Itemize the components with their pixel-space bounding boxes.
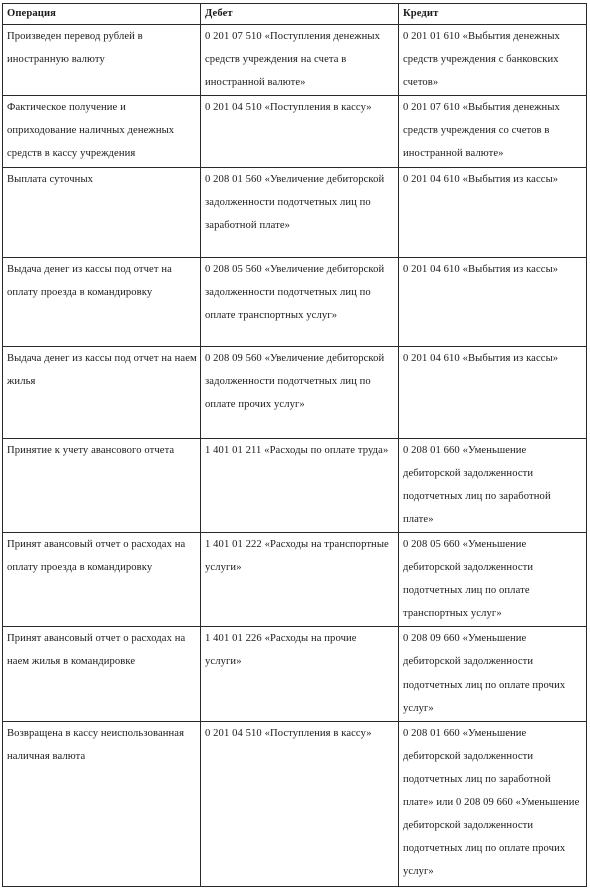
credit-cell: 0 201 01 610 «Выбытия денежных средств учреждения с банковских счетов» xyxy=(399,25,587,96)
debit-cell: 1 401 01 211 «Расходы по оплате труда» xyxy=(201,438,399,532)
operation-cell: Выдача денег из кассы под отчет на наем жилья xyxy=(3,346,201,438)
table-body xyxy=(3,25,587,887)
operation-cell: Принят авансовый отчет о расходах на оплату проезда в командировку xyxy=(3,532,201,626)
table-row xyxy=(3,25,587,96)
header-credit: Кредит xyxy=(399,4,587,25)
operation-cell: Фактическое получение и оприходование наличных денежных средств в кассу учреждения xyxy=(3,96,201,167)
credit-cell: 0 201 04 610 «Выбытия из кассы» xyxy=(399,167,587,257)
header-debit: Дебет xyxy=(201,4,399,25)
table-row xyxy=(3,721,587,886)
operation-cell: Принят авансовый отчет о расходах на наем жилья в командировке xyxy=(3,627,201,721)
header-row xyxy=(3,4,587,25)
header-operation: Операция xyxy=(3,4,201,25)
table-header xyxy=(3,4,587,25)
credit-cell: 0 201 07 610 «Выбытия денежных средств учреждения со счетов в иностранной валюте» xyxy=(399,96,587,167)
debit-cell: 0 208 01 560 «Увеличение дебиторской задолженности подотчетных лиц по заработной плате» xyxy=(201,167,399,257)
credit-cell: 0 208 09 660 «Уменьшение дебиторской задолженности подотчетных лиц по оплате прочих услуг» xyxy=(399,627,587,721)
credit-cell: 0 201 04 610 «Выбытия из кассы» xyxy=(399,257,587,346)
debit-cell: 1 401 01 226 «Расходы на прочие услуги» xyxy=(201,627,399,721)
debit-cell: 0 201 04 510 «Поступления в кассу» xyxy=(201,721,399,886)
table-row xyxy=(3,96,587,167)
table-row xyxy=(3,167,587,257)
operation-cell: Выплата суточных xyxy=(3,167,201,257)
table-row xyxy=(3,627,587,721)
debit-cell: 0 201 07 510 «Поступления денежных средств учреждения на счета в иностранной валюте» xyxy=(201,25,399,96)
operation-cell: Принятие к учету авансового отчета xyxy=(3,438,201,532)
table-row xyxy=(3,257,587,346)
credit-cell: 0 208 05 660 «Уменьшение дебиторской задолженности подотчетных лиц по оплате транспортных услуг» xyxy=(399,532,587,626)
operation-cell: Возвращена в кассу неиспользованная наличная валюта xyxy=(3,721,201,886)
debit-cell: 0 201 04 510 «Поступления в кассу» xyxy=(201,96,399,167)
table-row xyxy=(3,346,587,438)
table-row xyxy=(3,532,587,626)
debit-cell: 1 401 01 222 «Расходы на транспортные услуги» xyxy=(201,532,399,626)
table-row xyxy=(3,438,587,532)
operation-cell: Выдача денег из кассы под отчет на оплату проезда в командировку xyxy=(3,257,201,346)
credit-cell: 0 208 01 660 «Уменьшение дебиторской задолженности подотчетных лиц по заработной плате» или 0 208 09 660 «Уменьшение дебиторской задолженности подотчетных лиц по оплате прочих услуг» xyxy=(399,721,587,886)
credit-cell: 0 201 04 610 «Выбытия из кассы» xyxy=(399,346,587,438)
accounting-entries-table xyxy=(2,3,587,887)
debit-cell: 0 208 05 560 «Увеличение дебиторской задолженности подотчетных лиц по оплате транспортных услуг» xyxy=(201,257,399,346)
credit-cell: 0 208 01 660 «Уменьшение дебиторской задолженности подотчетных лиц по заработной плате» xyxy=(399,438,587,532)
operation-cell: Произведен перевод рублей в иностранную валюту xyxy=(3,25,201,96)
debit-cell: 0 208 09 560 «Увеличение дебиторской задолженности подотчетных лиц по оплате прочих услуг» xyxy=(201,346,399,438)
